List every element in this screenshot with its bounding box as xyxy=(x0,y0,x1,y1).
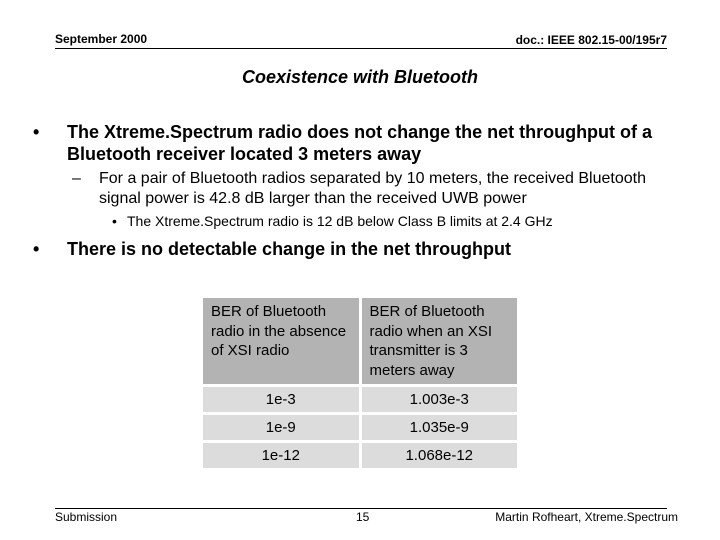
ber-comparison-table xyxy=(203,298,517,468)
sub-sub-bullet-1-text: The Xtreme.Spectrum radio is 12 dB below Class B limits at 2.4 GHz xyxy=(127,213,553,229)
bullet-1-text: The Xtreme.Spectrum radio does not change the net throughput of a Bluetooth receiver located 3 meters away xyxy=(67,122,653,164)
header-divider xyxy=(55,48,667,49)
table-header-cell: BER of Bluetooth radio in the absence of XSI radio xyxy=(203,298,360,386)
table-row xyxy=(203,442,517,469)
bullet-marker: • xyxy=(33,122,40,142)
header-date: September 2000 xyxy=(55,32,148,46)
header-doc-number: doc.: IEEE 802.15-00/195r7 xyxy=(515,33,667,47)
table-cell: 1e-12 xyxy=(203,442,360,469)
bullet-2-text: There is no detectable change in the net throughput xyxy=(67,239,512,259)
footer-author: Martin Rofheart, Xtreme.Spectrum xyxy=(495,510,678,524)
dash-marker: – xyxy=(72,170,81,187)
table-cell: 1.003e-3 xyxy=(360,386,517,414)
table-cell: 1.068e-12 xyxy=(360,442,517,469)
table-row xyxy=(203,414,517,442)
bullet-marker-small: • xyxy=(112,213,117,229)
table-cell: 1e-9 xyxy=(203,414,360,442)
bullet-marker: • xyxy=(33,239,40,259)
table-cell: 1e-3 xyxy=(203,386,360,414)
table-cell: 1.035e-9 xyxy=(360,414,517,442)
table-row xyxy=(203,386,517,414)
footer-page-number: 15 xyxy=(356,510,370,524)
slide-title: Coexistence with Bluetooth xyxy=(241,67,479,87)
table-header-row xyxy=(203,298,517,386)
footer-divider xyxy=(55,508,667,509)
footer-submission: Submission xyxy=(55,510,118,524)
table-header-cell: BER of Bluetooth radio when an XSI transmitter is 3 meters away xyxy=(360,298,517,386)
sub-bullet-1-text: For a pair of Bluetooth radios separated by 10 meters, the received Bluetooth signal power is 42.8 dB larger than the received UWB power xyxy=(99,170,646,207)
